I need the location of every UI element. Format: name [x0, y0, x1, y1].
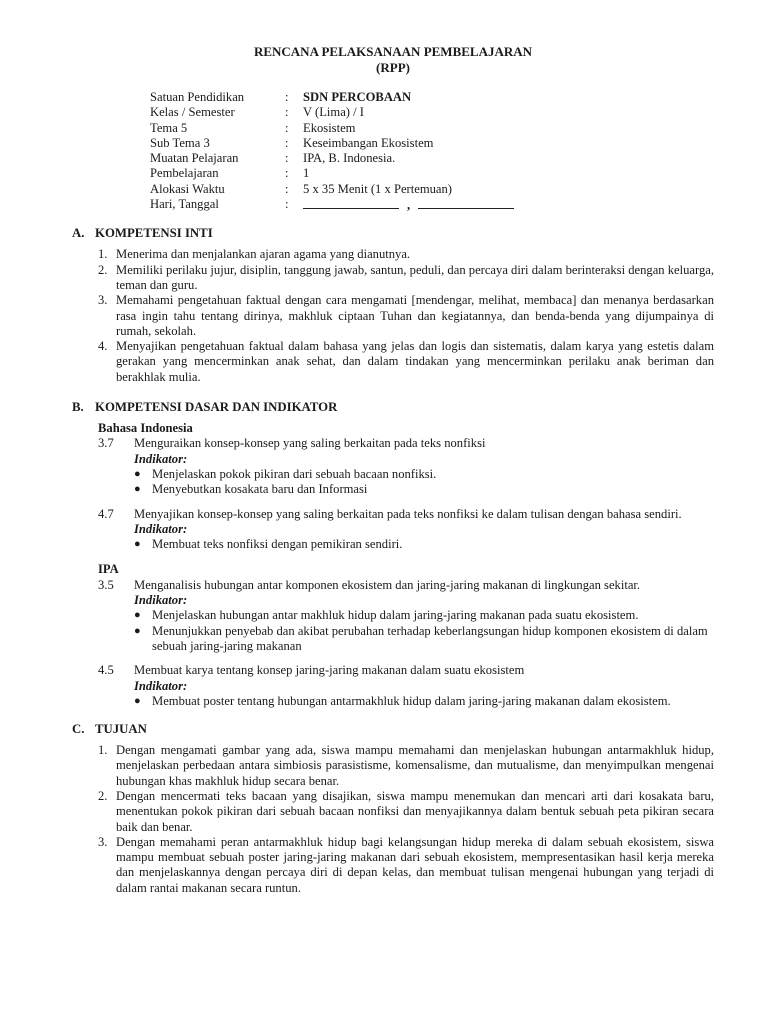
item-number: 2.	[98, 788, 108, 803]
item-number: 2.	[98, 262, 108, 277]
indikator-label: Indikator:	[134, 678, 188, 693]
indikator-text: Membuat teks nonfiksi dengan pemikiran sendiri.	[152, 537, 403, 552]
section-c-heading	[72, 721, 714, 737]
date-separator: ,	[407, 198, 411, 213]
bullet-icon: ●	[134, 694, 141, 707]
identity-row	[150, 90, 514, 105]
kd-body	[134, 663, 714, 709]
bullet-icon: ●	[134, 538, 141, 551]
section-b-letter: B.	[72, 400, 84, 415]
item-text: Menyajikan pengetahuan faktual dalam bahasa yang jelas dan logis dan sistematis, dalam karya yang estetis dalam gerakan yang mencerminkan anak sehat, dan dalam tindakan yang mencerminkan perilaku anak beriman dan berakhlak mulia.	[116, 339, 714, 384]
date-blank-day	[303, 197, 399, 209]
indikator-text: Menjelaskan pokok pikiran dari sebuah bacaan nonfiksi.	[152, 466, 437, 481]
bullet-icon: ●	[134, 624, 141, 637]
indikator-text: Menunjukkan penyebab dan akibat perubahan terhadap keberlangsungan hidup komponen ekosistem di dalam sebuah jaring-jaring makanan	[152, 623, 708, 653]
subject-heading: IPA	[98, 562, 119, 577]
item-number: 3.	[98, 834, 108, 849]
indikator-text: Membuat poster tentang hubungan antarmakhluk hidup dalam jaring-jaring makanan dalam ekosistem.	[152, 693, 671, 708]
section-kompetensi-dasar	[72, 399, 714, 709]
kd-item	[98, 578, 714, 654]
identity-value: V (Lima) / I	[303, 105, 364, 120]
identity-row	[150, 197, 514, 213]
identity-row	[150, 166, 514, 181]
identity-row	[150, 136, 514, 151]
spacer	[72, 498, 714, 507]
indikator-label: Indikator:	[134, 593, 188, 608]
section-tujuan	[72, 721, 714, 896]
identity-value: Keseimbangan Ekosistem	[303, 135, 434, 150]
section-c-letter: C.	[72, 722, 85, 737]
identity-colon: :	[285, 181, 289, 196]
indikator-label: Indikator:	[134, 451, 188, 466]
tujuan-item	[98, 789, 714, 835]
indikator-item	[134, 694, 714, 709]
kompetensi-inti-item	[98, 293, 714, 339]
kd-item	[98, 436, 714, 497]
bullet-icon: ●	[134, 467, 141, 480]
kompetensi-inti-list	[98, 247, 714, 385]
item-text: Menerima dan menjalankan ajaran agama yang dianutnya.	[116, 247, 411, 262]
identity-colon: :	[285, 90, 289, 104]
kompetensi-inti-item	[98, 247, 714, 262]
identity-colon: :	[285, 166, 289, 181]
section-kompetensi-inti	[72, 225, 714, 385]
item-text: Dengan memahami peran antarmakhluk hidup bagi kelangsungan hidup mereka di dalam sebuah ekosistem, siswa mampu membuat sebuah poster jaring-jaring makanan dari sebuah ekosistem, mempresentasikan hasil kerja mereka dan menjelaskannya dengan percaya diri di depan kelas, dan membuat tulisan mengenai hubungan yang terjadi di dalam rantai makanan secara runtun.	[116, 834, 714, 895]
indikator-item	[134, 482, 714, 497]
identity-value: 1	[303, 166, 310, 181]
indikator-label: Indikator:	[134, 521, 188, 536]
identity-colon: :	[285, 151, 289, 166]
tujuan-item	[98, 743, 714, 789]
indikator-list	[134, 537, 714, 552]
identity-label: Pembelajaran	[150, 166, 219, 181]
item-number: 1.	[98, 247, 108, 262]
document-title	[72, 44, 714, 76]
kompetensi-inti-item	[98, 339, 714, 385]
identity-row	[150, 182, 514, 197]
identity-label: Alokasi Waktu	[150, 181, 225, 196]
bullet-icon: ●	[134, 609, 141, 622]
indikator-item	[134, 624, 714, 655]
indikator-list	[134, 694, 714, 709]
indikator-item	[134, 537, 714, 552]
indikator-text: Menyebutkan kosakata baru dan Informasi	[152, 482, 368, 497]
identity-label: Satuan Pendidikan	[150, 90, 245, 104]
item-text: Memahami pengetahuan faktual dengan cara mengamati [mendengar, melihat, membaca] dan menanya berdasarkan rasa ingin tahu tentang dirinya, makhluk ciptaan Tuhan dan kegiatannya, dan benda-benda yang dijumpainya di rumah, sekolah.	[116, 293, 714, 338]
kd-item	[98, 507, 714, 553]
identity-label: Sub Tema 3	[150, 135, 210, 150]
item-text: Dengan mengamati gambar yang ada, siswa mampu memahami dan menjelaskan hubungan antarmakhluk hidup, menjelaskan perbedaan antara simbiosis parasistisme, komensalisme, dan mutualisme, dan menyimpulkan mengenai hubungan khas makhluk hidup secara benar.	[116, 743, 714, 788]
kompetensi-inti-item	[98, 263, 714, 294]
identity-label: Tema 5	[150, 120, 188, 135]
identity-value: IPA, B. Indonesia.	[303, 151, 396, 166]
tujuan-list	[98, 743, 714, 896]
kd-code: 4.7	[98, 506, 114, 521]
kd-code: 4.5	[98, 663, 114, 678]
section-a-letter: A.	[72, 226, 85, 241]
kd-code: 3.7	[98, 436, 114, 451]
spacer	[72, 654, 714, 663]
identity-colon: :	[285, 120, 289, 135]
section-c-title: TUJUAN	[95, 722, 147, 737]
identity-value: Ekosistem	[303, 120, 356, 135]
identity-row	[150, 121, 514, 136]
section-b-heading	[72, 399, 714, 415]
item-text: Memiliki perilaku jujur, disiplin, tanggung jawab, santun, peduli, dan percaya diri dalam berinteraksi dengan keluarga, teman dan guru.	[116, 262, 714, 292]
identity-label: Kelas / Semester	[150, 105, 235, 120]
kd-text: Menyajikan konsep-konsep yang saling berkaitan pada teks nonfiksi ke dalam tulisan dengan bahasa sendiri.	[134, 506, 682, 521]
bullet-icon: ●	[134, 483, 141, 496]
item-number: 3.	[98, 293, 108, 308]
indikator-item	[134, 467, 714, 482]
kd-text: Menganalisis hubungan antar komponen ekosistem dan jaring-jaring makanan di lingkungan sekitar.	[134, 577, 641, 592]
identity-label: Muatan Pelajaran	[150, 151, 239, 166]
tujuan-item	[98, 835, 714, 896]
indikator-list	[134, 608, 714, 654]
kd-body	[134, 436, 714, 497]
title-line-2: (RPP)	[376, 60, 410, 75]
kd-text: Membuat karya tentang konsep jaring-jaring makanan dalam suatu ekosistem	[134, 663, 525, 678]
identity-colon: :	[285, 135, 289, 150]
item-number: 4.	[98, 339, 108, 354]
section-b-title: KOMPETENSI DASAR DAN INDIKATOR	[95, 400, 338, 415]
item-text: Dengan mencermati teks bacaan yang disajikan, siswa mampu menemukan dan mencari arti dari kosakata baru, menentukan pokok pikiran dari sebuah bacaan nonfiksi dan menyajikannya dalam bentuk sebuah peta pikiran secara baik dan benar.	[116, 788, 714, 834]
identity-value: 5 x 35 Menit (1 x Pertemuan)	[303, 181, 452, 196]
kd-text: Menguraikan konsep-konsep yang saling berkaitan pada teks nonfiksi	[134, 436, 486, 451]
title-line-1: RENCANA PELAKSANAAN PEMBELAJARAN	[253, 44, 533, 59]
identity-row	[150, 105, 514, 120]
identity-colon: :	[285, 105, 289, 120]
subject-heading: Bahasa Indonesia	[98, 421, 193, 436]
identity-value	[303, 197, 514, 213]
identity-colon: :	[285, 197, 289, 212]
kompetensi-dasar-container	[72, 421, 714, 709]
section-a-title: KOMPETENSI INTI	[95, 226, 213, 241]
identity-table	[150, 90, 514, 213]
date-blank-date	[418, 197, 514, 209]
kd-code: 3.5	[98, 577, 114, 592]
identity-label: Hari, Tanggal	[150, 197, 219, 212]
indikator-item	[134, 608, 714, 623]
indikator-text: Menjelaskan hubungan antar makhluk hidup dalam jaring-jaring makanan pada suatu ekosistem.	[152, 608, 639, 623]
section-a-heading	[72, 225, 714, 241]
indikator-list	[134, 467, 714, 498]
identity-value: SDN PERCOBAAN	[303, 90, 412, 104]
identity-row	[150, 151, 514, 166]
kd-body	[134, 507, 714, 553]
kd-body	[134, 578, 714, 654]
item-number: 1.	[98, 743, 108, 758]
kd-item	[98, 663, 714, 709]
